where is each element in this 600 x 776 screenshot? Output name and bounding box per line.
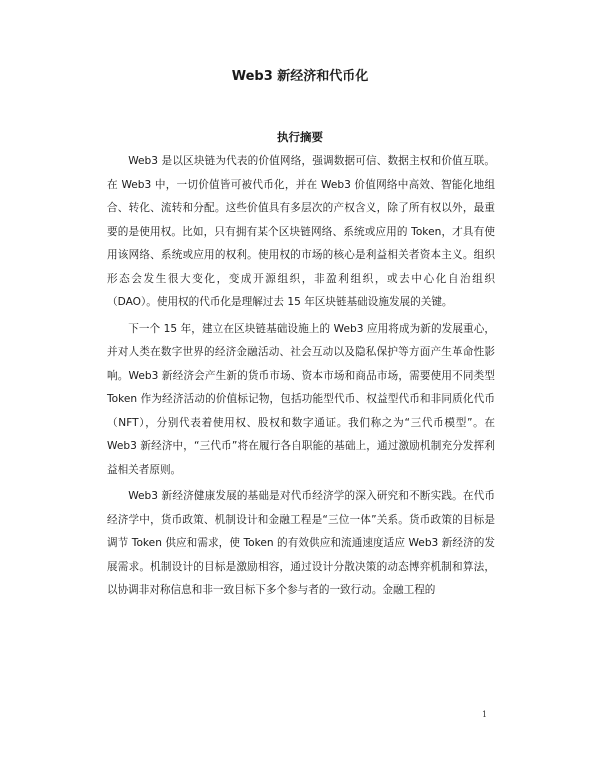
- paragraph-1: Web3 是以区块链为代表的价值网络，强调数据可信、数据主权和价值互联。在 Web3 中，一切价值皆可被代币化，并在 Web3 价值网络中高效、智能化地组合、转化、流转和分配。这些价值具有多层次的产权含义，除了所有权以外，最重要的是使用权。比如，只有拥有某个区块链网络、系统或应用的 Token，才具有使用该网络、系统或应用的权利。使用权的市场的核心是利益相关者资本主义。组织形态会发生很大变化，变成开源组织，非盈利组织，或去中心化自治组织（DAO）。使用权的代币化是理解过去 15 年区块链基础设施发展的关键。: [107, 155, 495, 308]
- document-title: Web3 新经济和代币化: [231, 69, 369, 84]
- paragraph-3: Web3 新经济健康发展的基础是对代币经济学的深入研究和不断实践。在代币经济学中，货币政策、机制设计和金融工程是“三位一体”关系。货币政策的目标是调节 Token 供应和需求，使 Token 的有效供应和流通速度适应 Web3 新经济的发展需求。机制设计的目标是激励相容，通过设计分散决策的动态博弈机制和算法，以协调非对称信息和非一致目标下多个参与者的一致行动。金融工程的: [107, 490, 495, 596]
- section-title: 执行摘要: [277, 130, 323, 144]
- paragraph-2: 下一个 15 年，建立在区块链基础设施上的 Web3 应用将成为新的发展重心，并对人类在数字世界的经济金融活动、社会互动以及隐私保护等方面产生革命性影响。Web3 新经济会产生新的货币市场、资本市场和商品市场，需要使用不同类型 Token 作为经济活动的价值标记物，包括功能型代币、权益型代币和非同质化代币（NFT），分别代表着使用权、股权和数字通证。我们称之为“三代币模型”。在 Web3 新经济中，“三代币”将在履行各自职能的基础上，通过激励机制充分发挥利益相关者原则。: [107, 322, 495, 476]
- document-body: [107, 150, 495, 603]
- page-number: 1: [482, 710, 488, 719]
